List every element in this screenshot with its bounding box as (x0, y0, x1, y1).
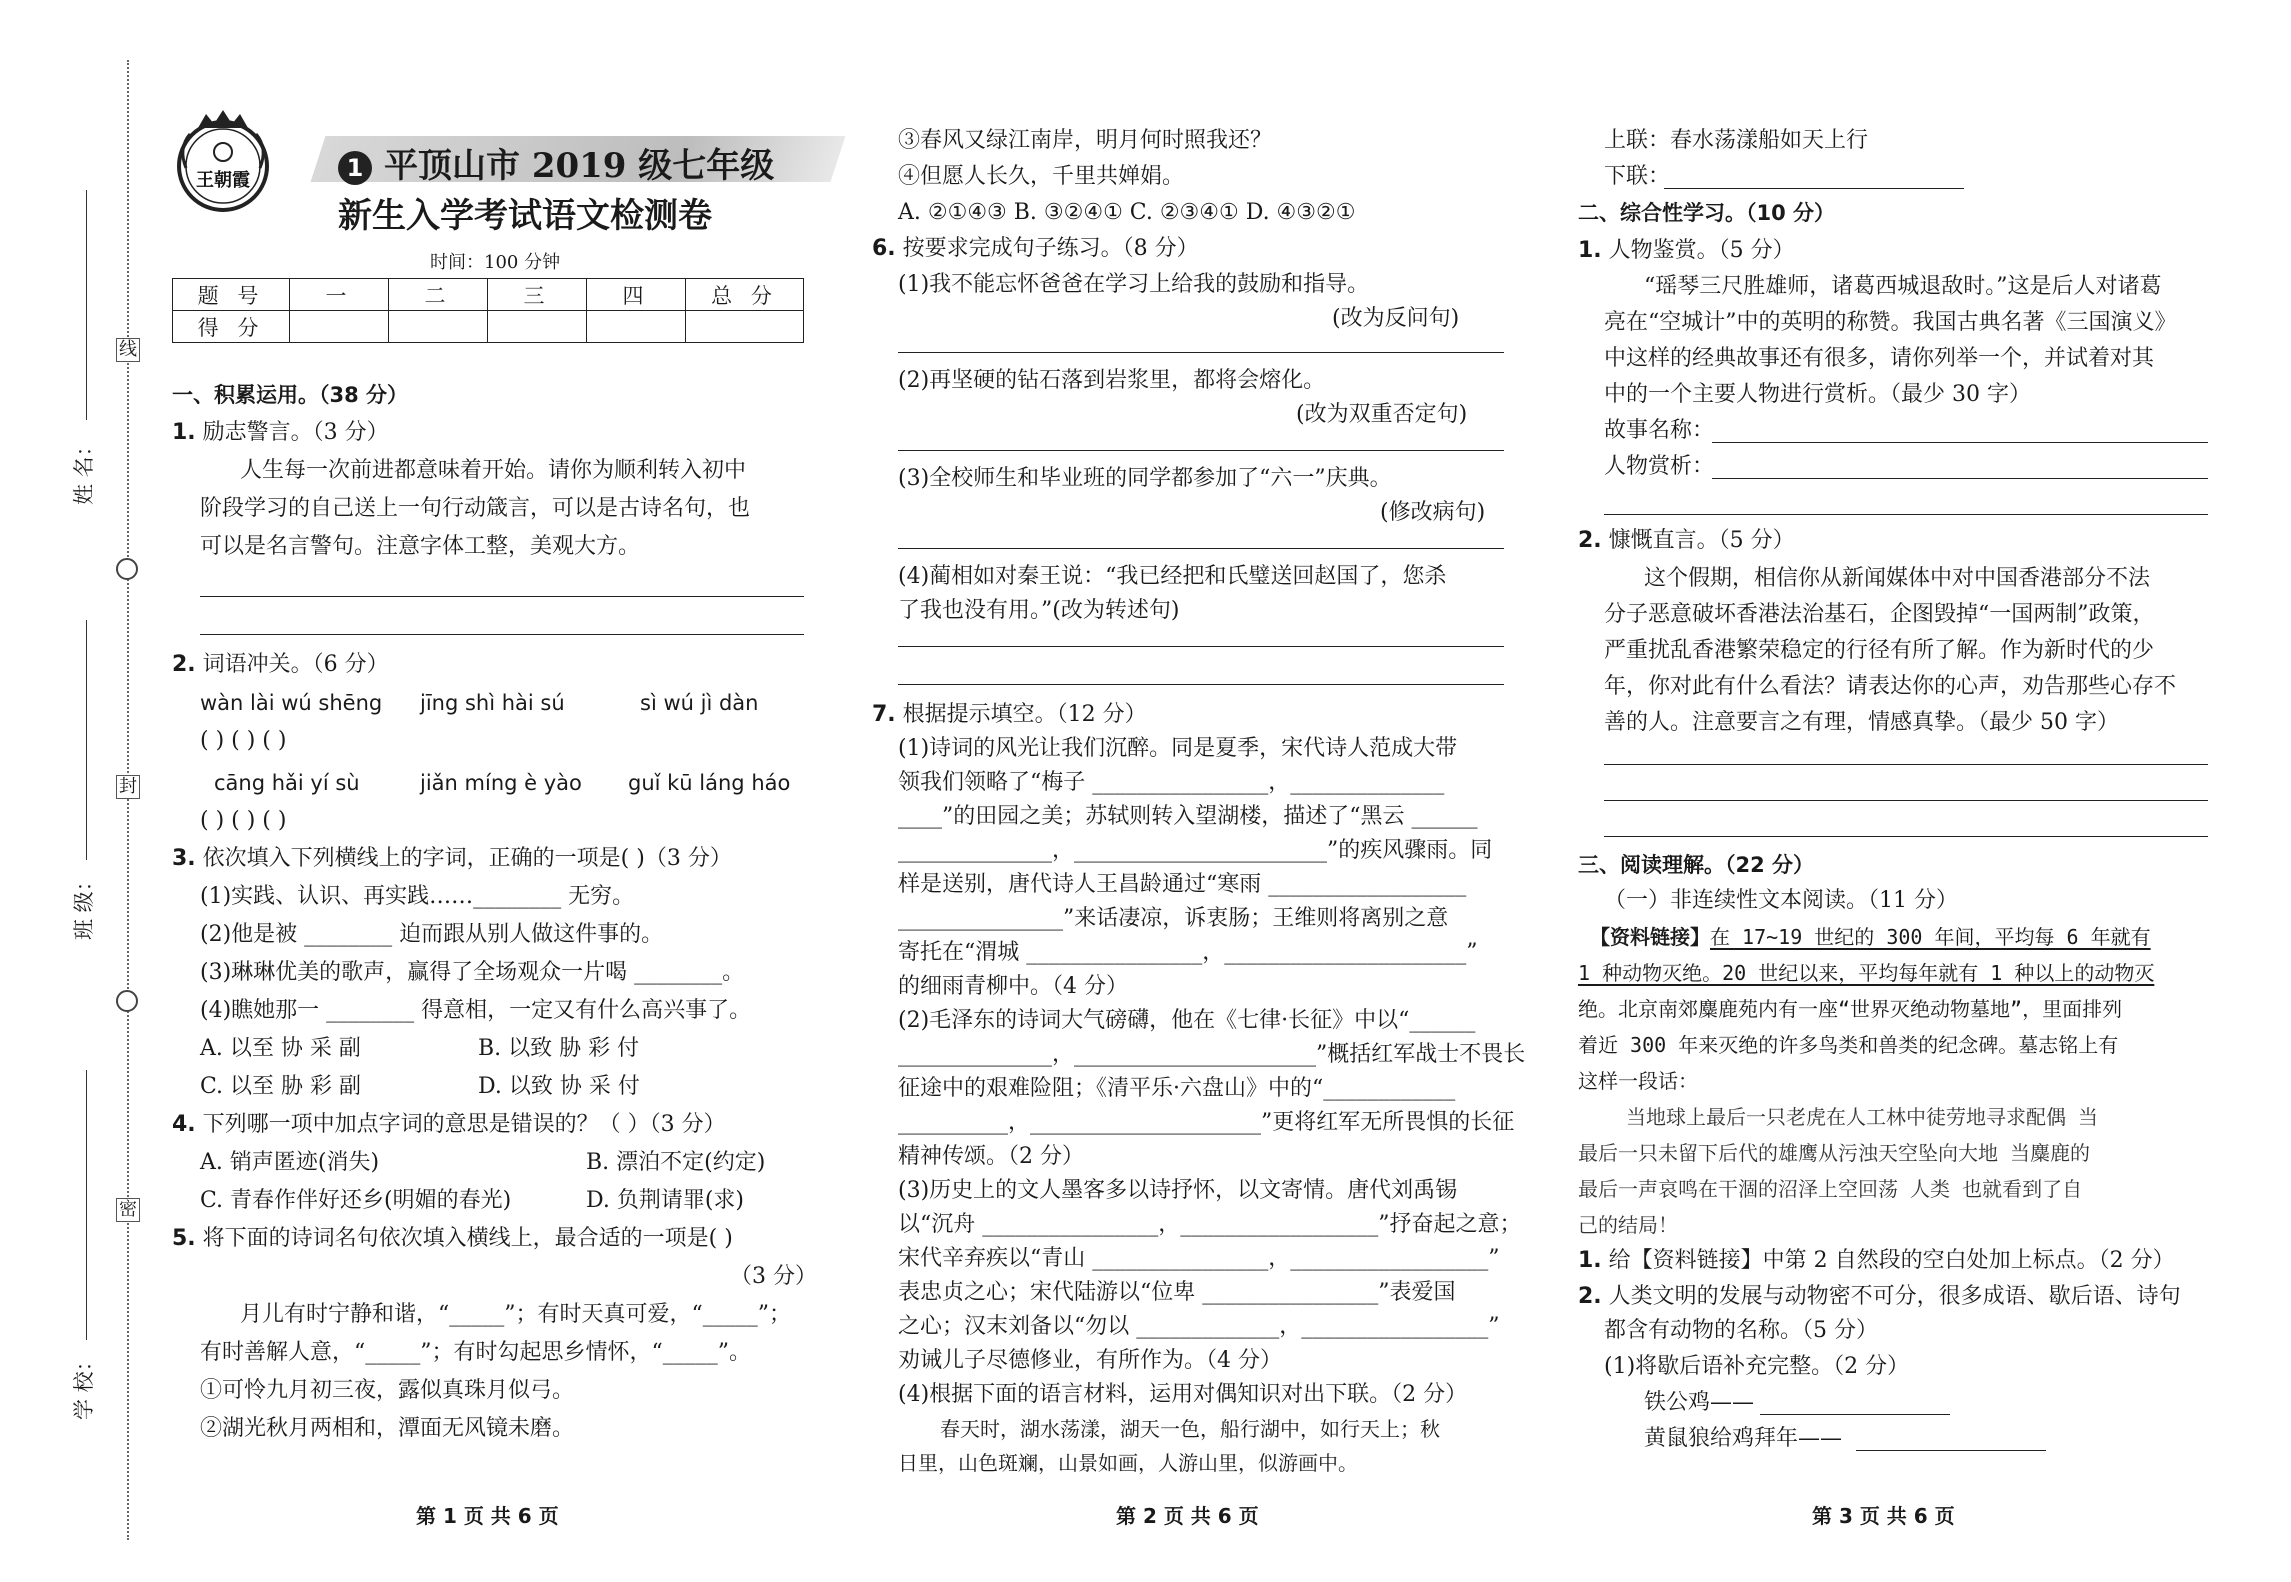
q7-line[interactable]: 宋代辛弃疾以“青山 ________________，__________________” (898, 1246, 1500, 1271)
page-footer: 第 1 页 共 6 页 (416, 1504, 559, 1528)
q3-item: (3)琳琳优美的歌声，赢得了全场观众一片喝 ________。 (200, 960, 745, 985)
q5-item: ④但愿人长久，千里共婵娟。 (898, 164, 1185, 189)
q7-line: 的细雨青柳中。（4 分） (898, 974, 1128, 999)
score-cell[interactable] (488, 311, 587, 343)
binding-circle-icon (116, 558, 138, 580)
score-table (172, 278, 804, 343)
class-field[interactable] (86, 620, 87, 860)
q1-answer-line[interactable] (200, 596, 804, 597)
page-footer: 第 2 页 共 6 页 (1116, 1504, 1259, 1528)
q5-options[interactable]: A. ②①④③ B. ③②④① C. ②③④① D. ④③②① (898, 200, 1356, 225)
q7-line: (1)诗词的风光让我们沉醉。同是夏季，宋代诗人范成大带 (898, 736, 1458, 761)
reading-material-line: 1 种动物灭绝。20 世纪以来，平均每年就有 1 种以上的动物灭 (1578, 961, 2155, 985)
q7-line[interactable]: ______________，______________________”概括红军战士不畏长 (898, 1042, 1526, 1067)
q2-answer-parens[interactable]: ( ) ( ) ( ) (200, 728, 287, 753)
q4-title: 4. 下列哪一项中加点字词的意思是错误的？（ ）（3 分） (172, 1112, 726, 1137)
q5-body-line: ①可怜九月初三夜，露似真珠月似弓。 (200, 1378, 575, 1403)
binding-mark-seal: 封 (116, 775, 140, 799)
c1-review-label: 人物赏析： (1604, 454, 1715, 479)
q3-option-c[interactable]: C. 以至 胁 彩 副 (200, 1074, 362, 1099)
q6-answer-line[interactable] (898, 646, 1504, 647)
score-header-cell: 一 (290, 279, 389, 311)
reading-material-line: 【资料链接】在 17~19 世纪的 300 年间，平均每 6 年就有 (1590, 925, 2151, 949)
reading-material-line: 这样一段话： (1578, 1069, 1698, 1093)
q7-line: (3)历史上的文人墨客多以诗抒怀，以文寄情。唐代刘禹锡 (898, 1178, 1458, 1203)
exam-time: 时间：100 分钟 (430, 252, 561, 273)
name-label: 姓 名： (72, 435, 96, 505)
page-footer: 第 3 页 共 6 页 (1812, 1504, 1955, 1528)
q2-pinyin: wàn lài wú shēng (200, 691, 383, 715)
score-header-cell: 总 分 (686, 279, 804, 311)
c2-body-line: 严重扰乱香港繁荣稳定的行径有所了解。作为新时代的少 (1604, 638, 2155, 663)
exam-title-line2: 新生入学考试语文检测卷 (338, 196, 712, 236)
q5-item: ③春风又绿江南岸，明月何时照我还？ (898, 128, 1273, 153)
q6-requirement: (改为双重否定句) (1296, 402, 1468, 427)
q1-body-line: 可以是名言警句。注意字体工整，美观大方。 (200, 534, 641, 559)
c1-story-label: 故事名称： (1604, 418, 1715, 443)
q5-body-line: 月儿有时宁静和谐，“_____”；有时天真可爱，“_____”； (240, 1302, 791, 1327)
q6-answer-line[interactable] (898, 548, 1504, 549)
c1-body-line: “瑶琴三尺胜雄师，诸葛西城退敌时。”这是后人对诸葛 (1644, 274, 2162, 299)
section-1-heading: 一、积累运用。（38 分） (172, 383, 409, 407)
c2-answer-line[interactable] (1604, 836, 2208, 837)
q2-pinyin: cāng hǎi yí sù (214, 771, 360, 795)
q7-line[interactable]: 寄托在“渭城 ________________，______________________” (898, 940, 1478, 965)
q6-item: 了我也没有用。”(改为转述句) (898, 598, 1180, 623)
c1-review-field[interactable] (1712, 478, 2208, 479)
epitaph-line: 当地球上最后一只老虎在人工林中徒劳地寻求配偶 当 (1626, 1105, 2099, 1129)
c2-body-line: 分子恶意破坏香港法治基石，企图毁掉“一国两制”政策， (1604, 602, 2155, 627)
class-label: 班 级： (72, 870, 96, 940)
q7-line[interactable]: 征途中的艰难险阻；《清平乐·六盘山》中的“____________ (898, 1076, 1456, 1101)
c2-body-line: 善的人。注意要言之有理，情感真挚。（最少 50 字） (1604, 710, 2119, 735)
xiehouyu-b: 黄鼠狼给鸡拜年—— (1644, 1426, 1843, 1451)
q2-pinyin: jiǎn míng è yào (420, 771, 582, 795)
q6-requirement: (改为反问句) (1332, 306, 1460, 331)
q4-option-d[interactable]: D. 负荆请罪(求) (586, 1188, 745, 1213)
q1-title: 1. 励志警言。（3 分） (172, 420, 389, 445)
q3-option-d[interactable]: D. 以致 协 采 付 (478, 1074, 640, 1099)
q7-material: 春天时，湖水荡漾，湖天一色，船行湖中，如行天上；秋 (940, 1417, 1440, 1441)
q2-pinyin: sì wú jì dàn (640, 691, 759, 715)
score-row-label: 得 分 (173, 311, 290, 343)
q3-title: 3. 依次填入下列横线上的字词，正确的一项是( )（3 分） (172, 846, 732, 871)
score-header-cell: 二 (389, 279, 488, 311)
q5-body-line: ②湖光秋月两相和，潭面无风镜未磨。 (200, 1416, 575, 1441)
q6-answer-line[interactable] (898, 352, 1504, 353)
school-field[interactable] (86, 1070, 87, 1340)
q6-answer-line[interactable] (898, 684, 1504, 685)
q7-line[interactable]: __________，_____________________”更将红军无所畏惧的长征 (898, 1110, 1515, 1135)
reading-q1: 1. 给【资料链接】中第 2 自然段的空白处加上标点。（2 分） (1578, 1248, 2175, 1273)
q5-body-line: 有时善解人意，“_____”；有时勾起思乡情怀，“_____”。 (200, 1340, 751, 1365)
q6-item: (1)我不能忘怀爸爸在学习上给我的鼓励和指导。 (898, 272, 1370, 297)
q7-title: 7. 根据提示填空。（12 分） (872, 702, 1147, 727)
c1-review-field[interactable] (1604, 514, 2208, 515)
q7-line[interactable]: 以“沉舟 ________________，__________________”抒奋起之意； (898, 1212, 1522, 1237)
q7-line: 精神传颂。（2 分） (898, 1144, 1084, 1169)
q3-item: (2)他是被 ________ 迫而跟从别人做这件事的。 (200, 922, 664, 947)
xiehouyu-b-answer[interactable] (1856, 1450, 2046, 1451)
q3-option-a[interactable]: A. 以至 协 采 副 (200, 1036, 361, 1061)
q7-line[interactable]: (2)毛泽东的诗词大气磅礴，他在《七律·长征》中以“______ (898, 1008, 1476, 1033)
q7-line: (4)根据下面的语言材料，运用对偶知识对出下联。（2 分） (898, 1382, 1468, 1407)
q1-body-line: 人生每一次前进都意味着开始。请你为顺利转入初中 (240, 458, 747, 483)
reading-q2: 2. 人类文明的发展与动物密不可分，很多成语、歇后语、诗句 (1578, 1284, 2181, 1309)
couplet-lower-answer[interactable] (1664, 188, 1964, 189)
score-header-cell: 四 (587, 279, 686, 311)
epitaph-line: 最后一声哀鸣在干涸的沼泽上空回荡 人类 也就看到了自 (1578, 1177, 2083, 1201)
c2-answer-line[interactable] (1604, 764, 2208, 765)
q7-line[interactable]: 之心；汉末刘备以“勿以 _____________，_________________” (898, 1314, 1500, 1339)
c1-title: 1. 人物鉴赏。（5 分） (1578, 238, 1795, 263)
q7-line[interactable]: 表忠贞之心；宋代陆游以“位卑 ________________”表爱国 (898, 1280, 1456, 1305)
q4-option-c[interactable]: C. 青春作伴好还乡(明媚的春光) (200, 1188, 512, 1213)
binding-mark-dense: 密 (116, 1198, 140, 1222)
q5-title: 5. 将下面的诗词名句依次填入横线上，最合适的一项是( ) (172, 1226, 733, 1251)
q2-answer-parens[interactable]: ( ) ( ) ( ) (200, 808, 287, 833)
score-header-cell: 三 (488, 279, 587, 311)
reading-material-line: 着近 300 年来灭绝的许多鸟类和兽类的纪念碑。墓志铭上有 (1578, 1033, 2119, 1057)
q7-line[interactable]: _______________”来话凄凉，诉衷肠；王维则将离别之意 (898, 906, 1449, 931)
q3-item: (1)实践、认识、再实践……________ 无穷。 (200, 884, 635, 909)
name-field[interactable] (86, 190, 87, 420)
c1-body-line: 中这样的经典故事还有很多，请你列举一个，并试着对其 (1604, 346, 2155, 371)
q7-material: 日里，山色斑斓，山景如画，人游山里，似游画中。 (898, 1451, 1358, 1475)
q3-option-b[interactable]: B. 以致 胁 彩 付 (478, 1036, 640, 1061)
q7-line[interactable]: 样是送别，唐代诗人王昌龄通过“寒雨 __________________ (898, 872, 1467, 897)
c2-answer-line[interactable] (1604, 800, 2208, 801)
q1-answer-line[interactable] (200, 634, 804, 635)
score-cell[interactable] (587, 311, 686, 343)
epitaph-line: 己的结局！ (1578, 1213, 1678, 1237)
q2-pinyin: guǐ kū láng háo (628, 771, 791, 795)
c1-story-field[interactable] (1712, 442, 2208, 443)
reading-q2-sub: (1)将歇后语补充完整。（2 分） (1604, 1354, 1910, 1379)
exam-number-badge: 1 (338, 151, 372, 185)
q4-option-b[interactable]: B. 漂泊不定(约定) (586, 1150, 766, 1175)
svg-text:王朝霞: 王朝霞 (196, 170, 250, 191)
q2-title: 2. 词语冲关。（6 分） (172, 652, 389, 677)
score-header-cell: 题 号 (173, 279, 290, 311)
q7-line[interactable]: 领我们领略了“梅子 ________________，______________ (898, 770, 1445, 795)
epitaph-line: 最后一只未留下后代的雄鹰从污浊天空坠向大地 当麋鹿的 (1578, 1141, 2091, 1165)
binding-dotted-line (127, 60, 129, 1540)
q6-item: (3)全校师生和毕业班的同学都参加了“六一”庆典。 (898, 466, 1392, 491)
q7-line[interactable]: ______________，_______________________”的疾风骤雨。同 (898, 838, 1493, 863)
school-label: 学 校： (72, 1350, 96, 1420)
q7-line[interactable]: ____”的田园之美；苏轼则转入望湖楼，描述了“黑云 ______ (898, 804, 1478, 829)
c2-body-line: 这个假期，相信你从新闻媒体中对中国香港部分不法 (1644, 566, 2151, 591)
section-3-heading: 三、阅读理解。（22 分） (1578, 853, 1815, 877)
q6-answer-line[interactable] (898, 450, 1504, 451)
publisher-logo-icon (168, 108, 278, 218)
c2-body-line: 年，你对此有什么看法？请表达你的心声，劝告那些心存不 (1604, 674, 2177, 699)
q5-score: （3 分） (730, 1264, 817, 1289)
q7-line: 劝诫儿子尽德修业，有所作为。（4 分） (898, 1348, 1282, 1373)
score-cell[interactable] (686, 311, 804, 343)
exam-title-line1: 1 平顶山市 2019 级七年级 (338, 138, 774, 187)
section-2-heading: 二、综合性学习。（10 分） (1578, 201, 1836, 225)
score-cell[interactable] (290, 311, 389, 343)
reading-q2-line: 都含有动物的名称。（5 分） (1604, 1318, 1878, 1343)
q6-item: (2)再坚硬的钻石落到岩浆里，都将会熔化。 (898, 368, 1326, 393)
score-cell[interactable] (389, 311, 488, 343)
binding-mark-line: 线 (116, 338, 140, 362)
q6-item: (4)蔺相如对秦王说：“我已经把和氏璧送回赵国了，您杀 (898, 564, 1447, 589)
reading-material-line: 绝。北京南郊麋鹿苑内有一座“世界灭绝动物墓地”，里面排列 (1578, 997, 2123, 1021)
q3-item: (4)瞧她那一 ________ 得意相，一定又有什么高兴事了。 (200, 998, 752, 1023)
couplet-lower-label: 下联： (1604, 164, 1671, 189)
binding-circle-icon (116, 990, 138, 1012)
c1-body-line: 中的一个主要人物进行赏析。（最少 30 字） (1604, 382, 2031, 407)
q2-pinyin: jīng shì hài sú (420, 691, 565, 715)
xiehouyu-a: 铁公鸡—— (1644, 1390, 1755, 1415)
q4-option-a[interactable]: A. 销声匿迹(消失) (200, 1150, 380, 1175)
xiehouyu-a-answer[interactable] (1760, 1414, 1950, 1415)
c2-title: 2. 慷慨直言。（5 分） (1578, 528, 1795, 553)
q6-title: 6. 按要求完成句子练习。（8 分） (872, 236, 1199, 261)
c1-body-line: 亮在“空城计”中的英明的称赞。我国古典名著《三国演义》 (1604, 310, 2177, 335)
reading-1-title: （一）非连续性文本阅读。（11 分） (1604, 888, 1958, 913)
q6-requirement: (修改病句) (1380, 500, 1486, 525)
couplet-upper: 上联：春水荡漾船如天上行 (1604, 128, 1869, 153)
q1-body-line: 阶段学习的自己送上一句行动箴言，可以是古诗名句，也 (200, 496, 751, 521)
material-link-label: 【资料链接】 (1590, 925, 1710, 949)
